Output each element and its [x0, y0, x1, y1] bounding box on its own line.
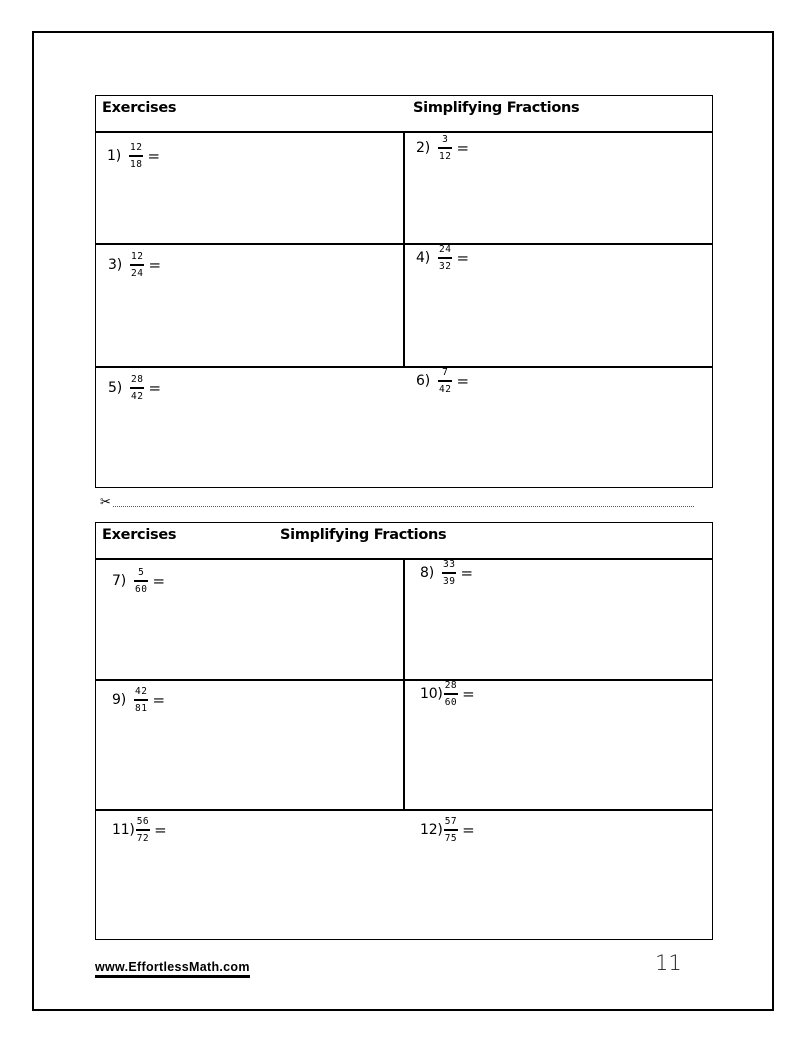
equals-sign: =: [148, 256, 162, 275]
fraction-bar: [129, 155, 143, 157]
problem-cell-2: [405, 133, 712, 243]
denominator: 60: [134, 583, 148, 595]
header-title: Simplifying Fractions: [413, 100, 580, 116]
fraction: [129, 143, 143, 170]
numerator: 42: [134, 686, 148, 697]
fraction: [438, 135, 452, 162]
problem-number: 12): [420, 822, 443, 839]
problem-5: [108, 375, 161, 402]
numerator: 28: [130, 374, 144, 385]
equals-sign: =: [152, 572, 166, 591]
equals-sign: =: [456, 139, 470, 158]
denominator: 60: [444, 696, 458, 708]
denominator: 72: [136, 832, 150, 844]
problem-1: [107, 143, 160, 170]
worksheet-header: [96, 96, 712, 133]
numerator: 24: [438, 244, 452, 255]
problem-11: [112, 817, 167, 844]
fraction: [442, 560, 456, 587]
problem-number: 11): [112, 822, 135, 839]
problem-10: [420, 681, 475, 708]
worksheet-header: [96, 523, 712, 560]
problem-6: [416, 368, 469, 395]
problem-7: [112, 568, 165, 595]
denominator: 42: [438, 383, 452, 395]
dotted-line: [113, 497, 694, 507]
problem-cell-10: [405, 681, 712, 809]
fraction: [438, 245, 452, 272]
denominator: 24: [130, 267, 144, 279]
fraction-bar: [130, 387, 144, 389]
worksheet-2: [95, 522, 713, 940]
page-number: 11: [655, 951, 682, 975]
numerator: 12: [130, 251, 144, 262]
problem-number: 2): [416, 140, 430, 157]
problem-8: [420, 560, 473, 587]
equals-sign: =: [462, 685, 475, 704]
denominator: 18: [129, 158, 143, 170]
problem-cell-3: [96, 245, 405, 366]
problem-row: [96, 366, 712, 402]
fraction: [444, 681, 458, 708]
fraction-bar: [130, 264, 144, 266]
header-exercises: Exercises: [102, 100, 177, 116]
problem-cell-9: [96, 681, 405, 809]
numerator: 12: [129, 142, 143, 153]
header-title: Simplifying Fractions: [280, 527, 447, 543]
fraction: [134, 568, 148, 595]
fraction-bar: [442, 572, 456, 574]
problem-number: 4): [416, 250, 430, 267]
equals-sign: =: [147, 147, 161, 166]
problem-cell-8: [405, 560, 712, 679]
fraction-bar: [444, 829, 458, 831]
scissors-icon: ✂: [100, 494, 111, 509]
problem-number: 10): [420, 686, 443, 703]
denominator: 42: [130, 390, 144, 402]
equals-sign: =: [456, 249, 470, 268]
problem-number: 9): [112, 692, 126, 709]
problem-2: [416, 135, 469, 162]
fraction-bar: [444, 693, 458, 695]
denominator: 39: [442, 575, 456, 587]
equals-sign: =: [456, 372, 470, 391]
problem-12: [420, 817, 475, 844]
fraction-bar: [438, 380, 452, 382]
numerator: 56: [136, 816, 150, 827]
problem-3: [108, 252, 161, 279]
fraction-bar: [134, 699, 148, 701]
denominator: 75: [444, 832, 458, 844]
fraction: [134, 687, 148, 714]
numerator: 5: [138, 567, 145, 578]
fraction-bar: [438, 147, 452, 149]
numerator: 28: [444, 680, 458, 691]
problem-number: 1): [107, 148, 121, 165]
fraction: [130, 252, 144, 279]
problem-4: [416, 245, 469, 272]
fraction: [130, 375, 144, 402]
fraction-bar: [438, 257, 452, 259]
problem-row: [96, 243, 712, 366]
problem-row: [96, 133, 712, 243]
problem-row: [96, 679, 712, 809]
numerator: 57: [444, 816, 458, 827]
problem-cell-4: [405, 245, 712, 366]
cut-line: [100, 494, 694, 510]
fraction: [444, 817, 458, 844]
fraction: [438, 368, 452, 395]
equals-sign: =: [460, 564, 474, 583]
denominator: 32: [438, 260, 452, 272]
problem-cell-1: [96, 133, 405, 243]
equals-sign: =: [462, 821, 475, 840]
problem-row: [96, 809, 712, 844]
fraction-bar: [136, 829, 150, 831]
numerator: 3: [442, 134, 449, 145]
denominator: 12: [438, 150, 452, 162]
problem-9: [112, 687, 165, 714]
equals-sign: =: [152, 691, 166, 710]
website-link[interactable]: www.EffortlessMath.com: [95, 961, 250, 978]
problem-number: 8): [420, 565, 434, 582]
fraction-bar: [134, 580, 148, 582]
problem-number: 5): [108, 380, 122, 397]
equals-sign: =: [154, 821, 167, 840]
worksheet-1: [95, 95, 713, 488]
numerator: 33: [442, 559, 456, 570]
fraction: [136, 817, 150, 844]
numerator: 7: [442, 367, 449, 378]
problem-number: 6): [416, 373, 430, 390]
problem-row: [96, 560, 712, 679]
problem-number: 3): [108, 257, 122, 274]
problem-number: 7): [112, 573, 126, 590]
equals-sign: =: [148, 379, 162, 398]
denominator: 81: [134, 702, 148, 714]
problem-cell-7: [96, 560, 405, 679]
header-exercises: Exercises: [102, 527, 177, 543]
